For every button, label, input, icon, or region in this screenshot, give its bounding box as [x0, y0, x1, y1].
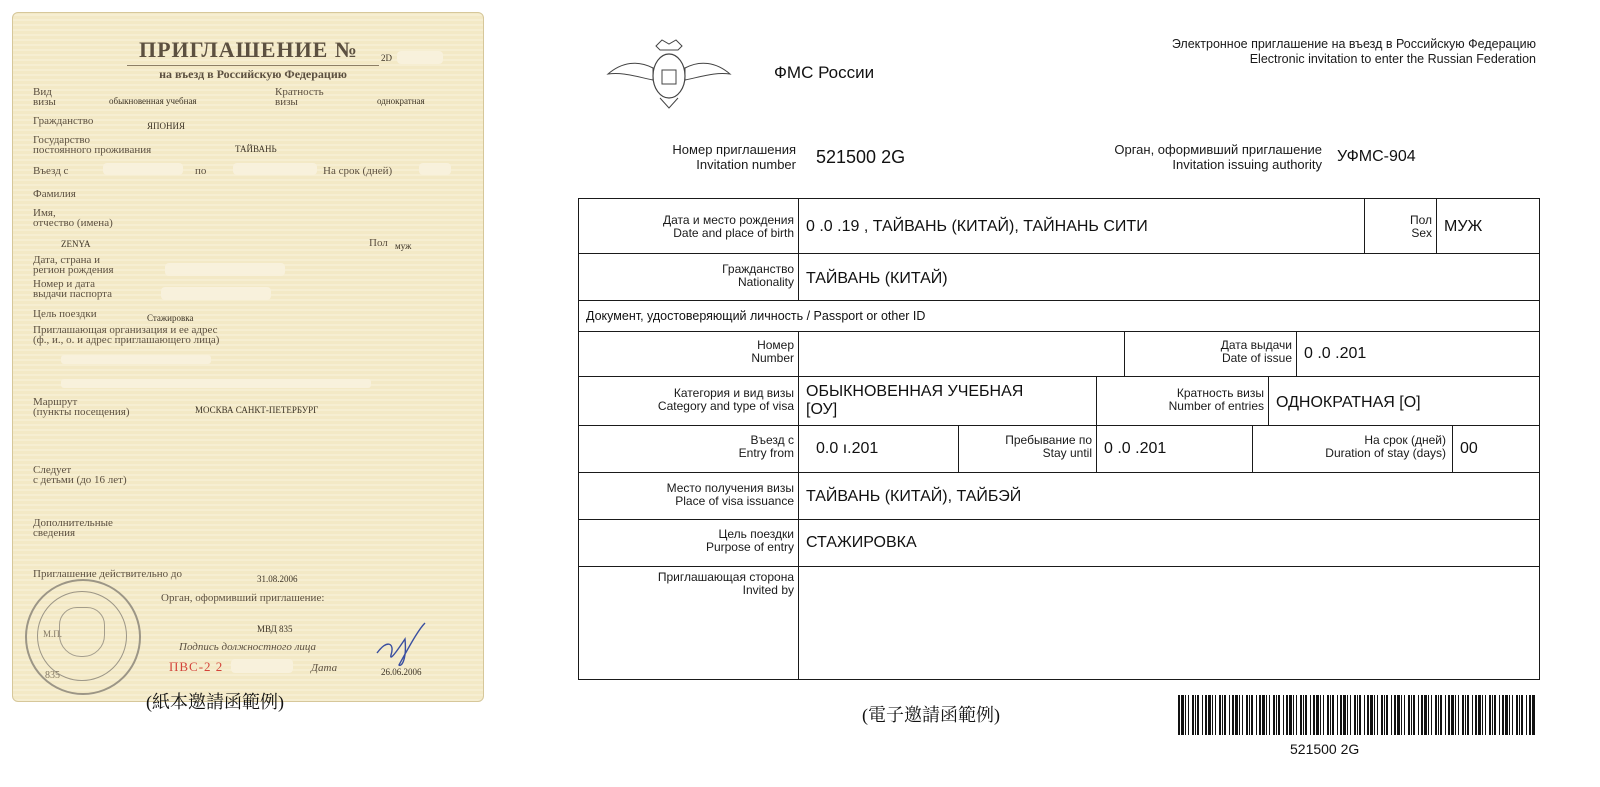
sex-ru: Пол [1409, 213, 1432, 227]
residence-value: ТАЙВАНЬ [235, 144, 277, 154]
eagle-emblem-icon [59, 607, 105, 657]
redacted-passport [161, 287, 271, 300]
inv-number-label [600, 142, 796, 172]
visa-type-value: обыкновенная учебная [109, 96, 197, 106]
stay-until-ru: Пребывание по [1005, 433, 1092, 447]
category-value [806, 383, 1023, 419]
entries-en: Number of entries [1168, 399, 1264, 413]
residence-label: Государство постоянного проживания [33, 134, 152, 156]
issue-date-en: Date of issue [1221, 351, 1292, 365]
paper-number: 2D [381, 53, 392, 63]
citizenship-label: Гражданство [33, 115, 94, 127]
issuance-label [578, 482, 794, 508]
invited-by-en: Invited by [742, 583, 794, 597]
stay-until-label [962, 434, 1092, 460]
redacted-birth [165, 263, 285, 276]
entry-from-value: 0.0 ı.201 [816, 440, 879, 457]
redacted-host-2 [61, 379, 371, 388]
nationality-en: Nationality [737, 275, 794, 289]
purpose-label: Цель поездки [33, 308, 97, 320]
authority-label: Орган, оформивший приглашение: [161, 592, 325, 604]
redacted-exit-date [233, 163, 317, 175]
entries-ru: Кратность визы [1176, 386, 1264, 400]
purpose-label [578, 528, 794, 554]
category-ru: Категория и вид визы [673, 386, 794, 400]
sex-label: Пол [369, 237, 388, 249]
birth-value: 0 .0 .19 , ТАЙВАНЬ (КИТАЙ), ТАЙНАНЬ СИТИ [806, 218, 1148, 235]
visa-type-label: Вид визы [33, 86, 56, 108]
einv-form-table [578, 198, 1540, 680]
official-seal [25, 579, 141, 695]
duration-value: 00 [1460, 440, 1478, 457]
purpose-ru: Цель поездки [718, 527, 794, 541]
entry-from-label [578, 434, 794, 460]
route-value: МОСКВА САНКТ-ПЕТЕРБУРГ [195, 405, 319, 415]
seal-number: 835 [45, 670, 60, 681]
number-ru: Номер [757, 338, 794, 352]
issue-date-value: 0 .0 .201 [1304, 345, 1367, 362]
additional-label: Дополнительные сведения [33, 517, 113, 539]
sex-label [1368, 214, 1432, 240]
duration-label [1256, 434, 1446, 460]
document-heading: Документ, удостоверяющий личность / Passport or other ID [586, 309, 926, 323]
issue-date-label [1128, 339, 1292, 365]
issuance-value: ТАЙВАНЬ (КИТАЙ), ТАЙБЭЙ [806, 488, 1022, 505]
einv-header [1050, 37, 1536, 67]
sex-value: МУЖ [1444, 218, 1483, 235]
valid-label: Приглашение действительно до [33, 568, 182, 580]
invited-by-ru: Приглашающая сторона [657, 570, 794, 584]
sex-en: Sex [1411, 226, 1432, 240]
paper-subtitle: на въезд в Российскую Федерацию [127, 65, 379, 82]
duration-ru: На срок (дней) [1364, 433, 1446, 447]
paper-caption: (紙本邀請函範例) [146, 692, 284, 712]
header-ru: Электронное приглашение на въезд в Российскую Федерацию [1171, 37, 1536, 51]
header-en: Electronic invitation to enter the Russian Federation [1249, 52, 1536, 66]
nationality-value: ТАЙВАНЬ (КИТАЙ) [806, 270, 948, 287]
signature-scribble [371, 609, 431, 669]
stamp-code: ПВС-2 2 [169, 659, 224, 674]
birth-ru: Дата и место рождения [663, 213, 794, 227]
barcode [1178, 695, 1538, 735]
signature-label: Подпись должностного лица [179, 641, 317, 653]
name-label: Имя, отчество (имена) [33, 207, 113, 229]
entry-from-ru: Въезд с [750, 433, 794, 447]
paper-invitation [12, 12, 484, 702]
nationality-label [578, 263, 794, 289]
issuer-ru: Орган, оформивший приглашение [1114, 142, 1322, 157]
valid-value: 31.08.2006 [257, 574, 298, 584]
inv-number-ru: Номер приглашения [672, 142, 796, 157]
entry-from-en: Entry from [738, 446, 794, 460]
route-label: Маршрут (пункты посещения) [33, 396, 130, 418]
paper-title: ПРИГЛАШЕНИЕ № [139, 37, 358, 62]
number-en: Number [751, 351, 794, 365]
issue-date-ru: Дата выдачи [1220, 338, 1292, 352]
birth-label [578, 214, 794, 240]
inv-number-value: 521500 2G [816, 147, 906, 167]
citizenship-value: ЯПОНИЯ [147, 121, 186, 131]
redacted-host-1 [61, 355, 211, 364]
issuance-en: Place of visa issuance [675, 494, 794, 508]
duration-label: На срок (дней) [323, 165, 393, 177]
purpose-value: СТАЖИРОВКА [806, 534, 917, 551]
duration-en: Duration of stay (days) [1325, 446, 1446, 460]
purpose-en: Purpose of entry [705, 540, 794, 554]
sex-value: муж [395, 241, 412, 251]
e-invitation-caption: (電子邀請函範例) [862, 705, 1000, 725]
barcode-number: 521500 2G [1290, 741, 1360, 757]
redacted-duration [419, 163, 451, 175]
stay-until-value: 0 .0 .201 [1104, 440, 1167, 457]
issuer-en: Invitation issuing authority [1172, 157, 1322, 172]
passport-number-label [578, 339, 794, 365]
issuer-label [1050, 142, 1322, 172]
host-label: Приглашающая организация и ее адрес (ф., и., о. и адрес приглашающего лица) [33, 324, 220, 346]
redacted-number [397, 51, 443, 64]
issuer-value: УФМС-904 [1337, 148, 1416, 165]
name-value: ZENYA [61, 239, 91, 249]
category-label [578, 387, 794, 413]
agency-name: ФМС России [774, 63, 875, 82]
seal-text: М.П. [43, 629, 63, 639]
birth-label: Дата, страна и регион рождения [33, 254, 114, 276]
entry-label: Въезд с [33, 165, 69, 177]
to-label: по [195, 165, 207, 177]
double-headed-eagle-icon [604, 34, 734, 112]
birth-en: Date and place of birth [673, 226, 794, 240]
date-label: Дата [311, 662, 338, 674]
category-value-line1: ОБЫКНОВЕННАЯ УЧЕБНАЯ [806, 383, 1024, 400]
purpose-value: Стажировка [147, 313, 194, 323]
entries-value: однократная [377, 96, 425, 106]
invited-by-label [578, 571, 794, 597]
category-en: Category and type of visa [657, 399, 794, 413]
date-value: 26.06.2006 [381, 667, 422, 677]
entries-label: Кратность визы [275, 86, 324, 108]
passport-label: Номер и дата выдачи паспорта [33, 278, 113, 300]
category-value-line2: [ОУ] [806, 401, 838, 418]
authority-value: МВД 835 [257, 624, 293, 634]
children-label: Следует с детьми (до 16 лет) [33, 464, 127, 486]
nationality-ru: Гражданство [722, 262, 794, 276]
inv-number-en: Invitation number [696, 157, 796, 172]
entries-label [1100, 387, 1264, 413]
surname-label: Фамилия [33, 188, 76, 200]
issuance-ru: Место получения визы [666, 481, 794, 495]
entries-value: ОДНОКРАТНАЯ [О] [1276, 394, 1421, 411]
redacted-entry-date [103, 163, 183, 175]
redacted-stamp-code [231, 659, 293, 673]
stay-until-en: Stay until [1042, 446, 1092, 460]
